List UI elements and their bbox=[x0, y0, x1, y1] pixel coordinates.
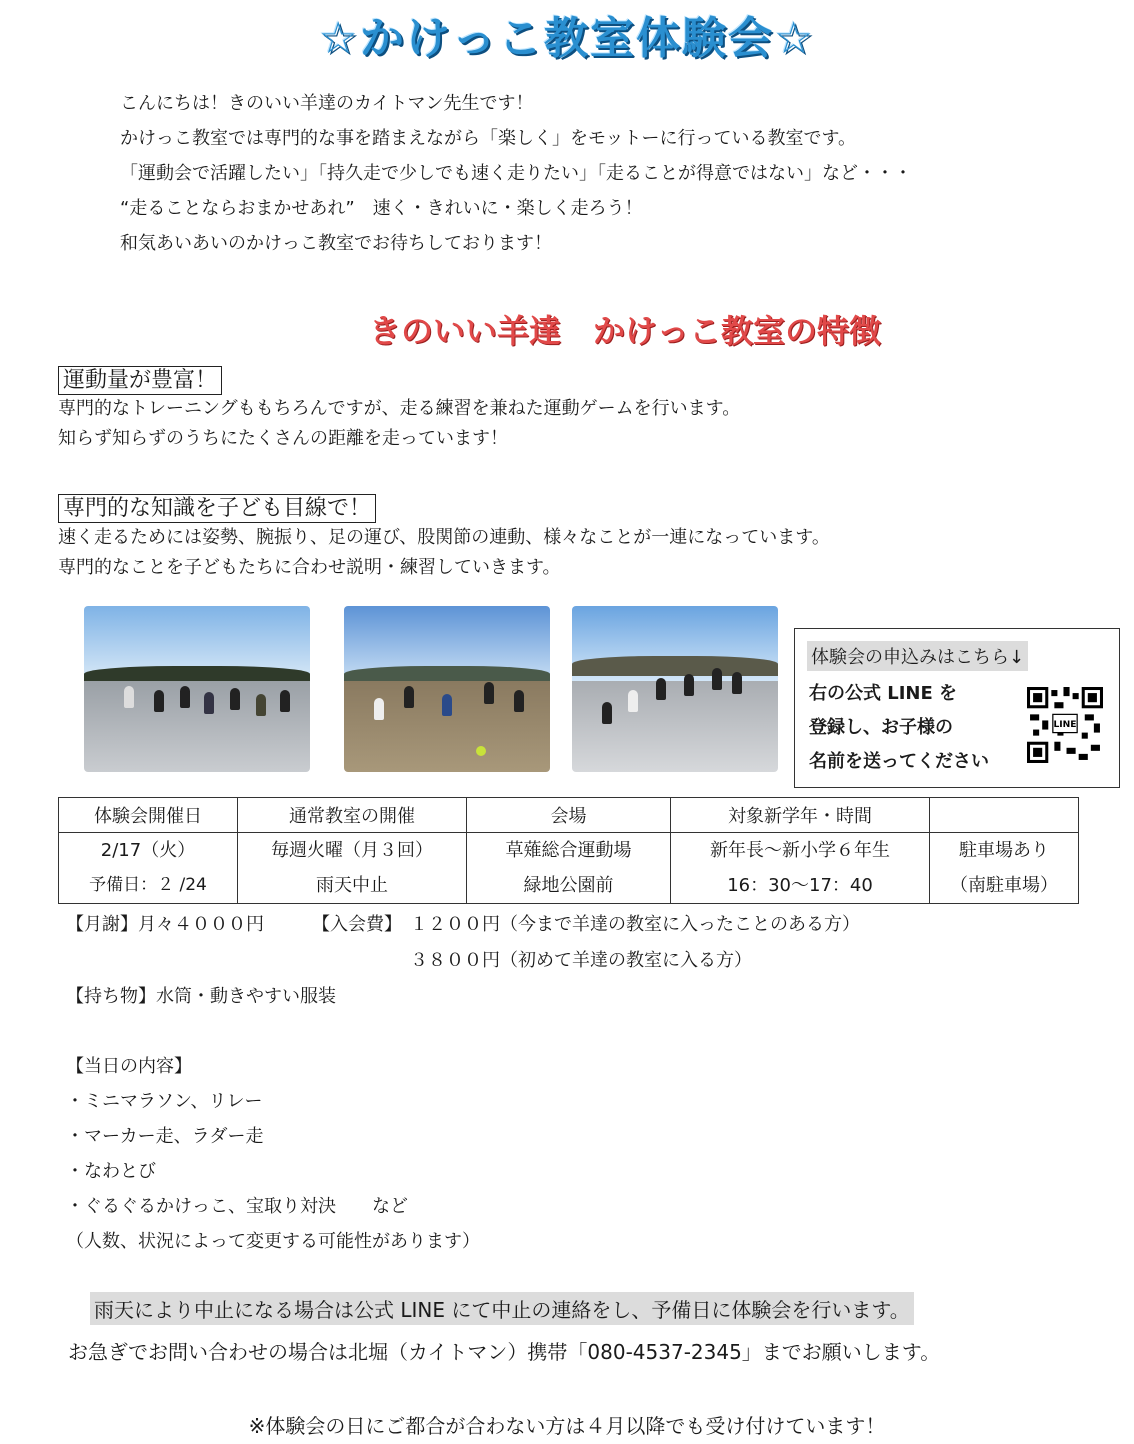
fee-entry-returning: １２００円（今まで羊達の教室に入ったことのある方） bbox=[410, 914, 860, 935]
table-cell: 新年長～新小学６年生 16：30～17：40 bbox=[671, 833, 930, 904]
table-header: 体験会開催日 bbox=[59, 798, 238, 833]
feature-line: 専門的なことを子どもたちに合わせ説明・練習していきます。 bbox=[58, 557, 561, 578]
notice-later: ※体験会の日にご都合が合わない方は４月以降でも受け付けています！ bbox=[248, 1414, 886, 1438]
intro-line: こんにちは！きのいい羊達のカイトマン先生です！ bbox=[120, 93, 534, 114]
table-header: 会場 bbox=[467, 798, 671, 833]
contents-item: ・マーカー走、ラダー走 bbox=[66, 1126, 264, 1147]
table-row bbox=[59, 833, 1079, 904]
intro-line: 「運動会で活躍したい」「持久走で少しでも速く走りたい」「走ることが得意ではない」など・・・ bbox=[120, 163, 912, 184]
table-cell: 2/17（火） 予備日：２ /24 bbox=[59, 833, 238, 904]
features-subtitle: きのいい羊達 かけっこ教室の特徴 bbox=[368, 312, 881, 350]
contents-note: （人数、状況によって変更する可能性があります） bbox=[66, 1231, 480, 1252]
signup-line: 登録し、お子様の bbox=[809, 717, 953, 738]
intro-line: かけっこ教室では専門的な事を踏まえながら「楽しく」をモットーに行っている教室です。 bbox=[120, 128, 857, 149]
feature-heading-volume: 運動量が豊富！ bbox=[58, 366, 222, 395]
table-header: 対象新学年・時間 bbox=[671, 798, 930, 833]
intro-line: “走ることならおまかせあれ” 速く・きれいに・楽しく走ろう！ bbox=[120, 198, 643, 219]
contents-heading: 【当日の内容】 bbox=[66, 1056, 192, 1077]
schedule-table bbox=[58, 797, 1079, 904]
photo-track-sprint bbox=[84, 606, 310, 772]
notice-rain: 雨天により中止になる場合は公式 LINE にて中止の連絡をし、予備日に体験会を行います。 bbox=[90, 1292, 914, 1325]
qr-label: LINE bbox=[1053, 720, 1077, 731]
feature-text-volume bbox=[58, 394, 740, 454]
fee-monthly: 【月謝】月々４０００円 bbox=[66, 914, 264, 935]
contents-item: ・なわとび bbox=[66, 1161, 156, 1182]
table-header: 通常教室の開催 bbox=[238, 798, 467, 833]
signup-highlight: 体験会の申込みはこちら↓ bbox=[807, 641, 1028, 671]
table-header bbox=[930, 798, 1079, 833]
feature-line: 速く走るためには姿勢、腕振り、足の運び、股関節の連動、様々なことが一連になっています。 bbox=[58, 527, 830, 548]
photo-stadium-start bbox=[572, 606, 778, 772]
signup-line: 名前を送ってください bbox=[809, 751, 989, 772]
photo-field-game bbox=[344, 606, 550, 772]
notice-contact: お急ぎでお問い合わせの場合は北堀（カイトマン）携帯「080-4537-2345」までお願いします。 bbox=[68, 1340, 941, 1364]
fee-entry-label: 【入会費】 bbox=[312, 914, 402, 935]
intro-text bbox=[120, 86, 912, 261]
page-title: ☆かけっこ教室体験会☆ bbox=[318, 13, 816, 64]
line-qr-code[interactable] bbox=[1027, 687, 1103, 763]
feature-line: 専門的なトレーニングももちろんですが、走る練習を兼ねた運動ゲームを行います。 bbox=[58, 398, 741, 419]
feature-line: 知らず知らずのうちにたくさんの距離を走っています！ bbox=[58, 428, 508, 449]
feature-text-knowledge bbox=[58, 523, 830, 583]
table-cell: 毎週火曜（月３回） 雨天中止 bbox=[238, 833, 467, 904]
signup-box bbox=[794, 628, 1120, 788]
feature-heading-knowledge: 専門的な知識を子ども目線で！ bbox=[58, 494, 376, 523]
belongings: 【持ち物】水筒・動きやすい服装 bbox=[66, 986, 336, 1007]
table-cell: 草薙総合運動場 緑地公園前 bbox=[467, 833, 671, 904]
table-cell: 駐車場あり （南駐車場） bbox=[930, 833, 1079, 904]
signup-line: 右の公式 LINE を bbox=[809, 683, 958, 704]
fee-entry-new: ３８００円（初めて羊達の教室に入る方） bbox=[410, 950, 752, 971]
contents-item: ・ミニマラソン、リレー bbox=[66, 1091, 263, 1112]
contents-item: ・ぐるぐるかけっこ、宝取り対決 など bbox=[66, 1196, 408, 1217]
intro-line: 和気あいあいのかけっこ教室でお待ちしております！ bbox=[120, 233, 552, 254]
